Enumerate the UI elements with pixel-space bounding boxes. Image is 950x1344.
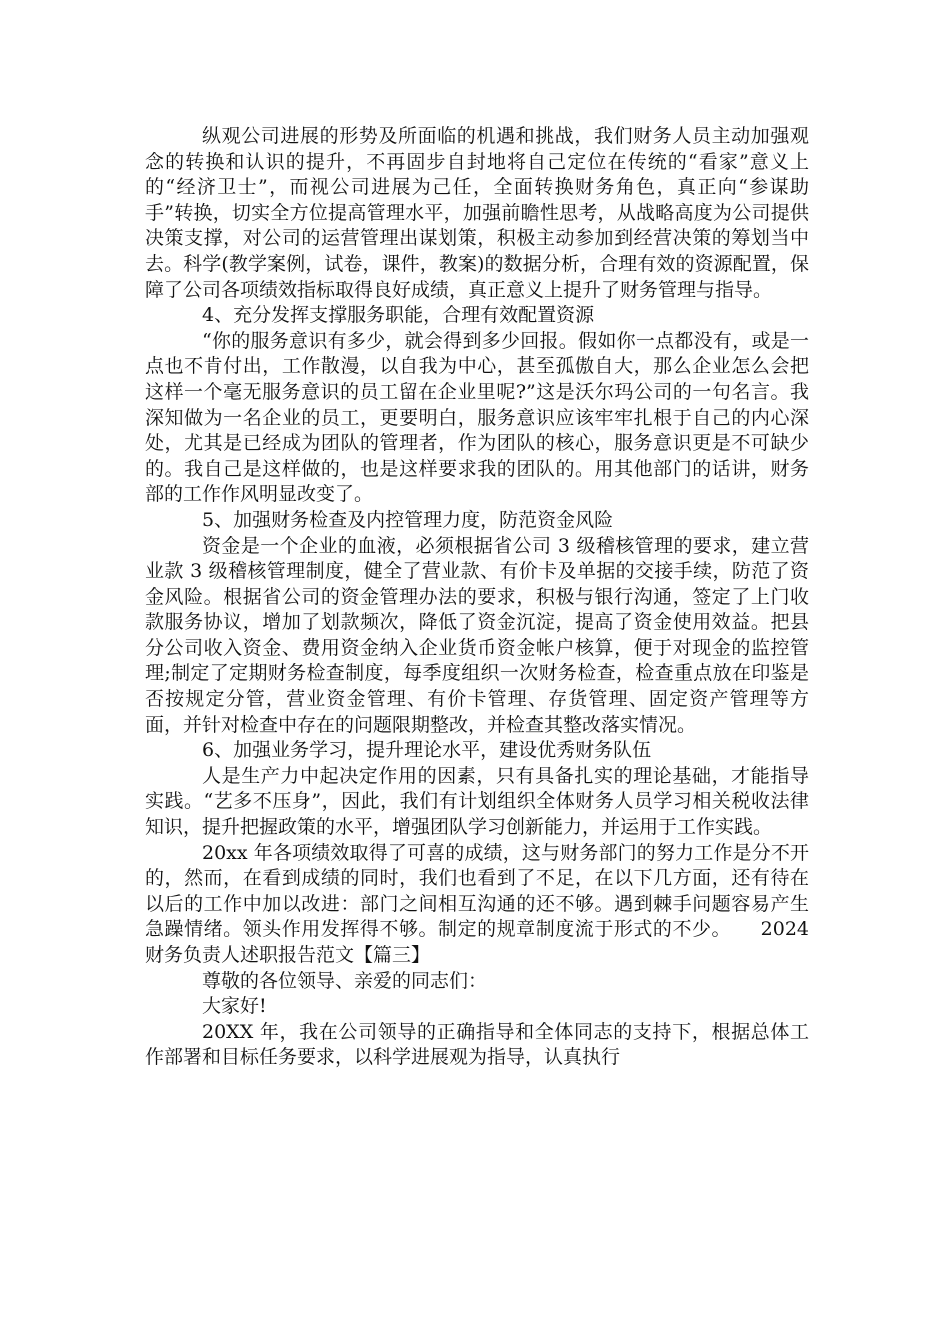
document-body	[145, 124, 809, 1071]
paragraph-opening: 20XX 年，我在公司领导的正确指导和全体同志的支持下，根据总体工作部署和目标任务要求，以科学进展观为指导，认真执行	[145, 1020, 809, 1069]
paragraph-greeting: 大家好!	[202, 995, 267, 1018]
paragraph-fund-control: 资金是一个企业的血液，必须根据省公司 3 级稽核管理的要求，建立营业款 3 级稽核管理制度，健全了营业款、有价卡及单据的交接手续，防范了资金风险。根据省公司的资金管理办法的要求，积极与银行沟通，签定了上门收款服务协议，增加了划款频次，降低了资金沉淀，提高了资金使用效益。把县分公司收入资金、费用资金纳入企业货币资金帐户核算，便于对现金的监控管理;制定了定期财务检查制度，每季度组织一次财务检查，检查重点放在印鉴是否按规定分管，营业资金管理、有价卡管理、存货管理、固定资产管理等方面，并针对检查中存在的问题限期整改，并检查其整改落实情况。	[145, 534, 809, 736]
paragraph-salutation: 尊敬的各位领导、亲爱的同志们：	[202, 969, 488, 992]
section-heading-5: 5、加强财务检查及内控管理力度，防范资金风险	[202, 508, 614, 531]
section-heading-6: 6、加强业务学习，提升理论水平，建设优秀财务队伍	[202, 739, 652, 762]
paragraph-financial-role: 纵观公司进展的形势及所面临的机遇和挑战，我们财务人员主动加强观念的转换和认识的提升，不再固步自封地将自己定位在传统的“看家”意义上的“经济卫士”，而视公司进展为己任，全面转换财务角色，真正向“参谋助手”转换，切实全方位提高管理水平，加强前瞻性思考，从战略高度为公司提供决策支撑，对公司的运营管理出谋划策，积极主动参加到经营决策的筹划当中去。科学(教学案例，试卷，课件，教案)的数据分析，合理有效的资源配置，保障了公司各项绩效指标取得良好成绩，真正意义上提升了财务管理与指导。	[145, 125, 809, 301]
paragraph-service-awareness: “你的服务意识有多少，就会得到多少回报。假如你一点都没有，或是一点也不肯付出，工作散漫，以自我为中心，甚至孤傲自大，那么企业怎么会把这样一个毫无服务意识的员工留在企业里呢?”这是沃尔玛公司的一句名言。我深知做为一名企业的员工，更要明白，服务意识应该牢牢扎根于自己的内心深处，尤其是已经成为团队的管理者，作为团队的核心，服务意识更是不可缺少的。我自己是这样做的，也是这样要求我的团队的。用其他部门的话讲，财务部的工作作风明显改变了。	[145, 329, 809, 506]
section-heading-4: 4、充分发挥支撑服务职能，合理有效配置资源	[202, 304, 595, 327]
paragraph-summary-and-title: 20xx 年各项绩效取得了可喜的成绩，这与财务部门的努力工作是分不开的，然而，在看到成绩的同时，我们也看到了不足，在以下几方面，还有待在以后的工作中加以改进：部门之间相互沟通的还不够。遇到棘手问题容易产生急躁情绪。领头作用发挥得不够。制定的规章制度流于形式的不少。 2024 财务负责人述职报告范文【篇三】	[145, 841, 809, 966]
paragraph-team-learning: 人是生产力中起决定作用的因素，只有具备扎实的理论基础，才能指导实践。“艺多不压身”，因此，我们有计划组织全体财务人员学习相关税收法律知识，提升把握政策的水平，增强团队学习创新能力，并运用于工作实践。	[145, 764, 809, 839]
